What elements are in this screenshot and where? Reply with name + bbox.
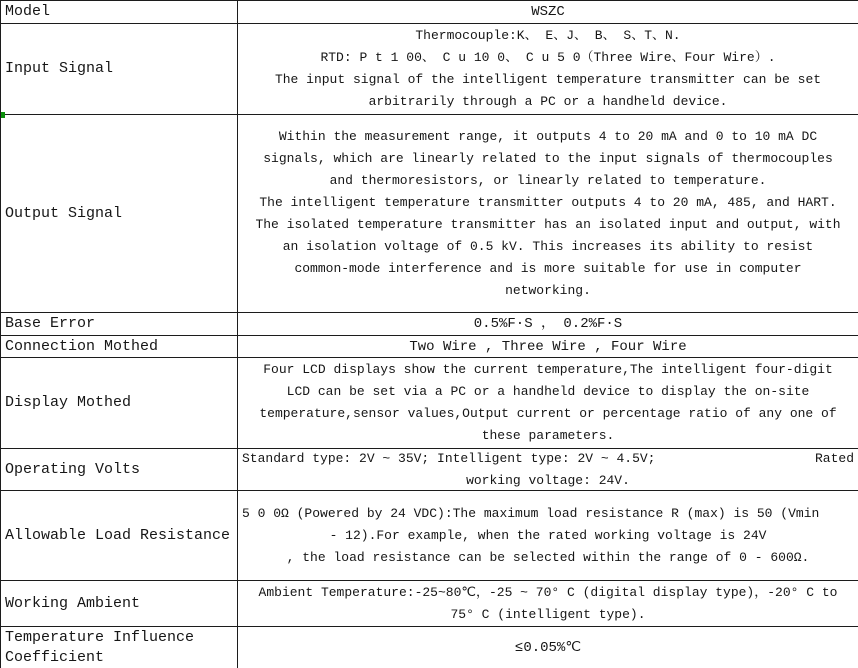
cell-line: networking. bbox=[505, 282, 591, 298]
cell-line: temperature,sensor values,Output current or percentage ratio of any one of bbox=[259, 406, 837, 421]
row-label-output-signal: Output Signal bbox=[1, 115, 238, 312]
output-signal-value bbox=[238, 115, 858, 312]
cell-line: Ambient Temperature:-25~80℃，-25 ~ 70° C (digital display type)，-20° C to bbox=[258, 584, 838, 600]
connection-mothed-value: Two Wire , Three Wire , Four Wire bbox=[409, 338, 687, 355]
table-row bbox=[1, 313, 858, 336]
operating-volts-types: Standard type: 2V ~ 35V; Intelligent type: 2V ~ 4.5V; bbox=[242, 450, 656, 466]
row-label-working-ambient: Working Ambient bbox=[1, 581, 238, 626]
cell-line: common-mode interference and is more suitable for use in computer bbox=[294, 260, 802, 276]
row-label-temperature-influence-coefficient: Temperature Influence Coefficient bbox=[1, 627, 238, 668]
cell-line: and thermoresistors, or linearly related to temperature. bbox=[329, 172, 767, 188]
cell-line: LCD can be set via a PC or a handheld device to display the on-site bbox=[286, 384, 810, 399]
cell-line: Four LCD displays show the current temperature,The intelligent four-digit bbox=[263, 362, 833, 377]
table-row bbox=[1, 627, 858, 668]
display-mothed-value bbox=[238, 358, 858, 448]
cell-line: Within the measurement range, it outputs 4 to 20 mA and 0 to 10 mA DC bbox=[278, 128, 818, 144]
cell-line: The input signal of the intelligent temperature transmitter can be set bbox=[274, 72, 822, 87]
green-edge-marker bbox=[1, 112, 5, 118]
row-label-base-error: Base Error bbox=[1, 313, 238, 335]
row-label-display-mothed: Display Mothed bbox=[1, 358, 238, 448]
cell-line: an isolation voltage of 0.5 kV. This increases its ability to resist bbox=[282, 238, 814, 254]
row-label-operating-volts: Operating Volts bbox=[1, 449, 238, 490]
cell-line: these parameters. bbox=[481, 428, 615, 443]
cell-line: The intelligent temperature transmitter outputs 4 to 20 mA, 485, and HART. bbox=[259, 194, 837, 210]
cell-line: 5 0 0Ω (Powered by 24 VDC):The maximum load resistance R (max) is 50 (Vmin bbox=[242, 505, 820, 521]
model-value: WSZC bbox=[531, 4, 565, 20]
working-ambient-value bbox=[238, 581, 858, 626]
table-row bbox=[1, 115, 858, 313]
table-row bbox=[1, 581, 858, 627]
table-row bbox=[1, 358, 858, 449]
table-row bbox=[1, 336, 858, 358]
table-row bbox=[1, 491, 858, 581]
cell-line: - 12).For example, when the rated working voltage is 24V bbox=[329, 527, 767, 543]
cell-line: signals, which are linearly related to the input signals of thermocouples bbox=[263, 150, 833, 166]
row-label-allowable-load-resistance: Allowable Load Resistance bbox=[1, 491, 238, 580]
operating-volts-value bbox=[238, 449, 858, 490]
table-row bbox=[1, 24, 858, 115]
cell-line bbox=[242, 449, 854, 470]
cell-line: Thermocouple:K、 E、J、 B、 S、T、N. bbox=[415, 28, 681, 43]
cell-line: arbitrarily through a PC or a handheld device. bbox=[368, 94, 728, 109]
table-row bbox=[1, 1, 858, 24]
cell-line: working voltage: 24V. bbox=[466, 472, 630, 488]
row-label-model: Model bbox=[1, 1, 238, 23]
row-label-connection-mothed: Connection Mothed bbox=[1, 336, 238, 357]
input-signal-value bbox=[238, 24, 858, 114]
cell-line: RTD: P t 1 00、 C u 10 0、 C u 5 0（Three Wire、Four Wire）. bbox=[320, 50, 776, 65]
temperature-influence-coefficient-value: ≤0.05%℃ bbox=[514, 639, 582, 656]
table-row bbox=[1, 449, 858, 491]
operating-volts-rated-word: Rated bbox=[814, 450, 854, 466]
allowable-load-resistance-value bbox=[238, 491, 858, 580]
base-error-value: 0.5%F·S ， 0.2%F·S bbox=[473, 316, 623, 332]
cell-line: , the load resistance can be selected within the range of 0 - 600Ω. bbox=[286, 549, 810, 565]
cell-line: 75° C (intelligent type). bbox=[450, 606, 646, 622]
cell-line: The isolated temperature transmitter has an isolated input and output, with bbox=[255, 216, 841, 232]
row-label-input-signal: Input Signal bbox=[1, 24, 238, 114]
